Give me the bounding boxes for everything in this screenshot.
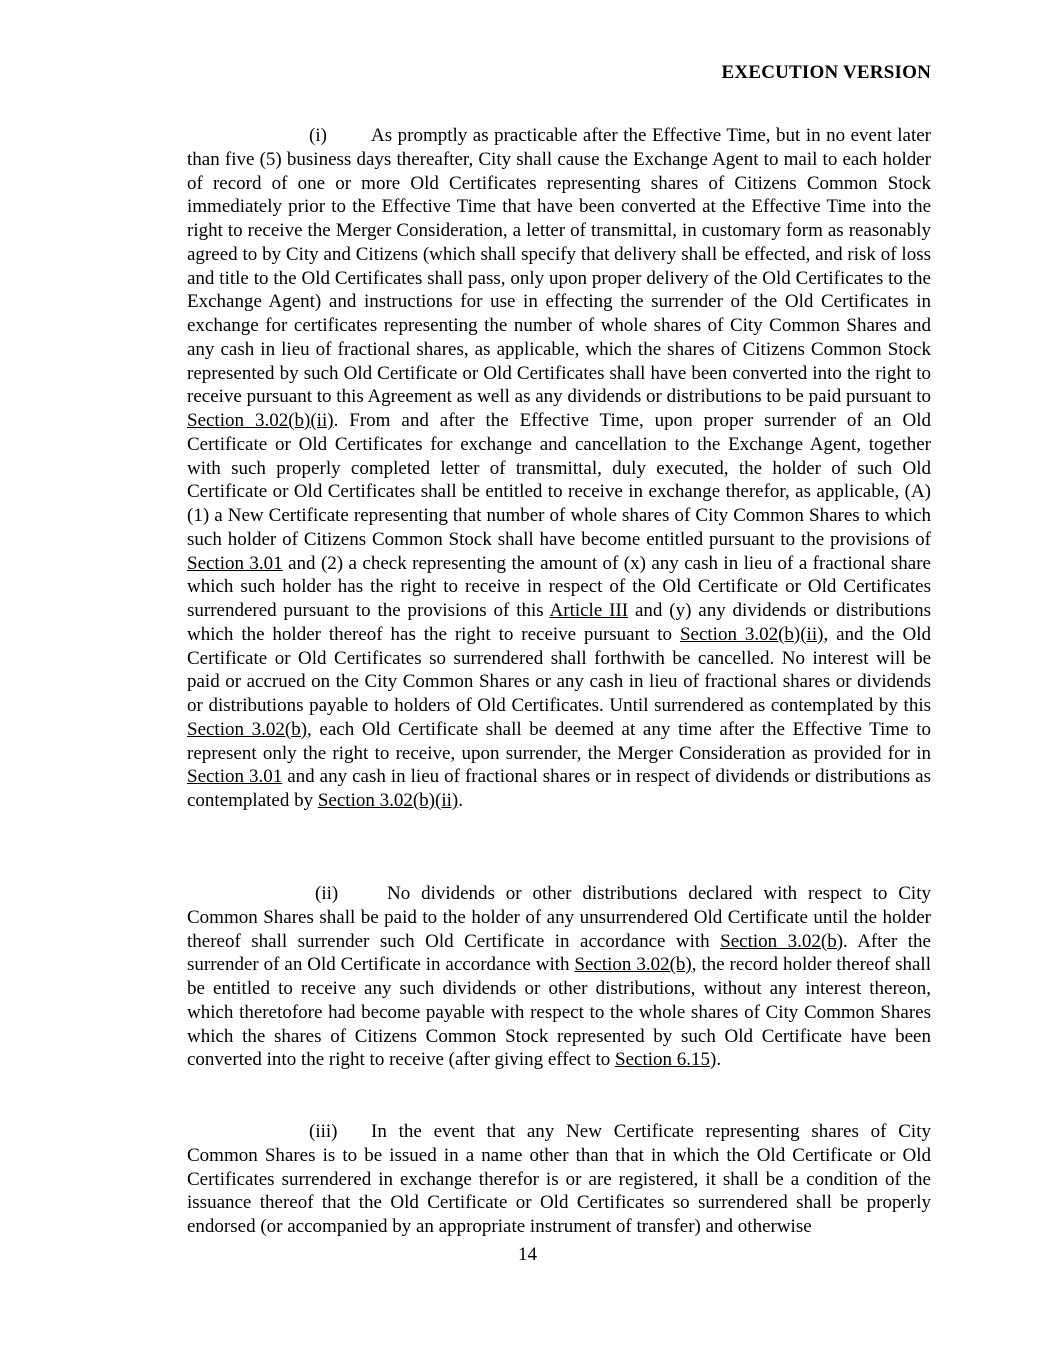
text-segment: , each Old Certificate shall be deemed at any time after the Effective Time to represent only the right to receive, upon surrender, the Merger Consideration as provided for in [187, 718, 931, 764]
section-reference: Section 3.02(b) [187, 718, 308, 740]
page-number: 14 [518, 1244, 537, 1265]
section-reference: Section 3.02(b)(ii) [317, 790, 459, 811]
paragraph-i-text [187, 124, 931, 813]
section-reference: Section 3.01 [187, 552, 283, 574]
section-reference: Section 3.02(b) [720, 930, 844, 952]
text-segment: . From and after the Effective Time, upon proper surrender of an Old Certificate or Old Certificates for exchange and cancellation to the Exchange Agent, together with such properly completed letter of transmittal, duly executed, the holder of such Old Certificate or Old Certificates shall be entitled to receive in exchange therefor, as applicable, (A)(1) a New Certificate representing that number of whole shares of City Common Shares to which such holder of Citizens Common Stock shall have become entitled pursuant to the provisions of [187, 410, 931, 550]
text-segment: As promptly as practicable after the Effective Time, but in no event later than five (5) business days thereafter, City shall cause the Exchange Agent to mail to each holder of record of one or more Old Certificates representing shares of Citizens Common Stock immediately prior to the Effective Time that have been converted at the Effective Time into the right to receive the Merger Consideration, a letter of transmittal, in customary form as reasonably agreed to by City and Citizens (which shall specify that delivery shall be effected, and risk of loss and title to the Old Certificates shall pass, only upon proper delivery of the Old Certificates to the Exchange Agent) and instructions for use in effecting the surrender of the Old Certificates in exchange for certificates representing the number of whole shares of City Common Shares and any cash in lieu of fractional shares, as applicable, which the shares of Citizens Common Stock represented by such Old Certificate or Old Certificates shall have been converted into the right to receive pursuant to this Agreement as well as any dividends or distributions to be paid pursuant to [187, 125, 932, 408]
text-segment: and any cash in lieu of fractional shares or in respect of dividends or distributions as contemplated by [187, 766, 931, 811]
paragraph-marker: (i) [309, 125, 327, 146]
text-segment: No dividends or other distributions declared with respect to City Common Shares shall be paid to the holder of any unsurrendered Old Certificate until the holder thereof shall surrender such Old Certificate in accordance with [187, 883, 931, 952]
section-reference: Section 3.02(b)(ii) [679, 623, 824, 645]
paragraph-iii [187, 1120, 931, 1239]
text-segment: In the event that any New Certificate representing shares of City Common Shares is to be issued in a name other than that in which the Old Certificate or Old Certificates surrendered in exchange therefor is or are registered, it shall be a condition of the issuance thereof that the Old Certificate or Old Certificates so surrendered shall be properly endorsed (or accompanied by an appropriate instrument of transfer) and otherwise [187, 1121, 931, 1237]
document-header: EXECUTION VERSION [721, 62, 931, 83]
text-segment: and (2) a check representing the amount of (x) any cash in lieu of a fractional share which such holder has the right to receive in respect of the Old Certificate or Old Certificates surrendered pursuant to the provisions of this [187, 552, 931, 621]
section-reference: Section 3.02(b)(ii) [187, 410, 334, 431]
section-reference: Section 3.02(b) [574, 954, 692, 976]
section-reference: Section 3.01 [187, 766, 283, 788]
paragraph-marker: (iii) [309, 1121, 338, 1142]
paragraph-ii-text [187, 882, 931, 1072]
text-segment: and (y) any dividends or distributions which the holder thereof has the right to receive pursuant to [187, 600, 931, 645]
text-segment: . [458, 790, 463, 811]
paragraph-i [187, 124, 931, 813]
text-segment: , the record holder thereof shall be entitled to receive any such dividends or other distributions, without any interest thereon, which theretofore had become payable with respect to the whole shares of City Common Shares which the shares of Citizens Common Stock represented by such Old Certificate have been converted into the right to receive (after giving effect to [187, 954, 931, 1071]
paragraph-ii [187, 882, 931, 1072]
text-segment: , and the Old Certificate or Old Certificates so surrendered shall forthwith be cancelled. No interest will be paid or accrued on the City Common Shares or any cash in lieu of fractional shares or dividends or distributions payable to holders of Old Certificates. Until surrendered as contemplated by this [187, 623, 931, 716]
article-reference: Article III [549, 600, 629, 621]
text-segment: . After the surrender of an Old Certificate in accordance with [187, 930, 931, 976]
paragraph-marker: (ii) [315, 883, 339, 904]
section-reference: Section 6.15 [615, 1049, 711, 1071]
paragraph-iii-text [187, 1120, 931, 1239]
text-segment: ). [710, 1049, 722, 1071]
